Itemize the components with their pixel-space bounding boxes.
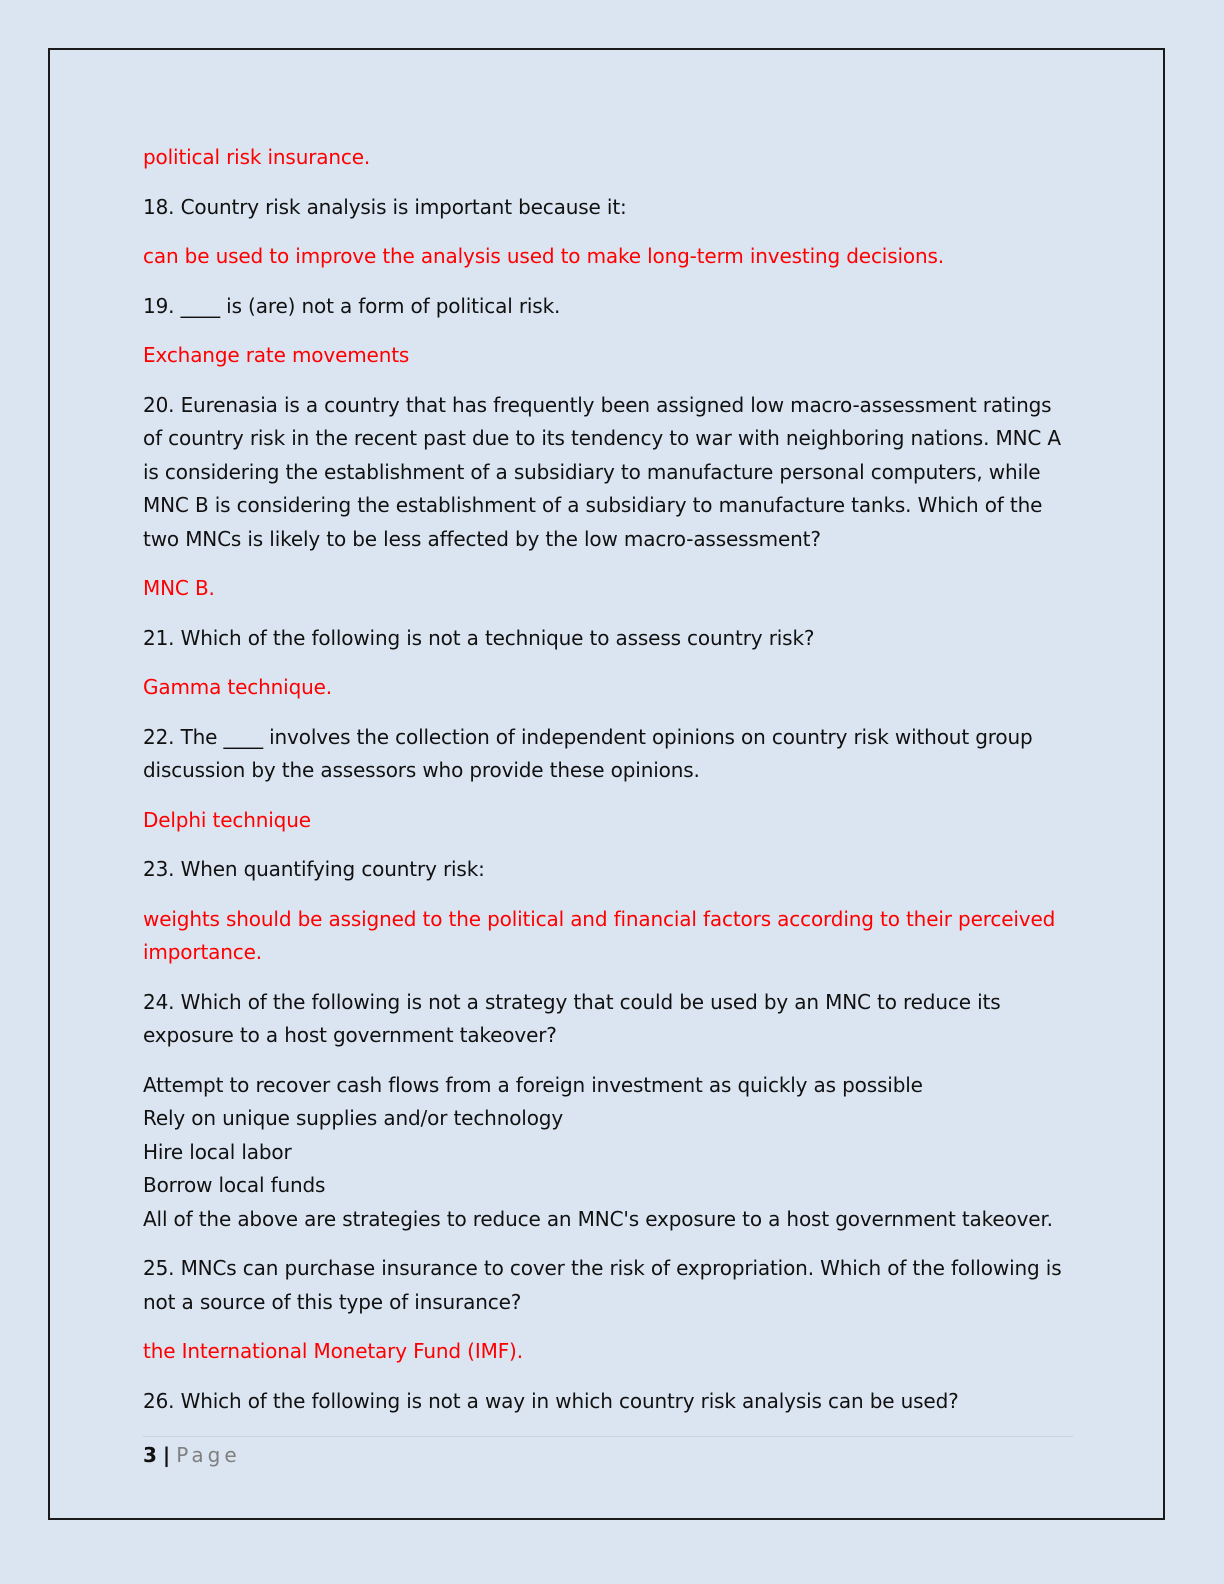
option-24-3: Hire local labor [143, 1139, 292, 1164]
answer-22: Delphi technique [143, 807, 311, 832]
question-18: 18. Country risk analysis is important because it: [143, 194, 627, 219]
answer-21: Gamma technique. [143, 675, 333, 699]
question-25: 25. MNCs can purchase insurance to cover the risk of expropriation. Which of the following is not a source of this type of insurance? [143, 1256, 1062, 1314]
page-content [143, 141, 1073, 1434]
question-20: 20. Eurenasia is a country that has frequently been assigned low macro-assessment ratings of country risk in the recent past due to its tendency to war with neighboring nations. MNC A is considering the establishment of a subsidiary to manufacture personal computers, while MNC B is considering the establishment of a subsidiary to manufacture tanks. Which of the two MNCs is likely to be less affected by the low macro-assessment? [143, 392, 1061, 551]
footer-separator: | [162, 1443, 171, 1467]
option-24-5: All of the above are strategies to reduce an MNC's exposure to a host government takeover. [143, 1206, 1053, 1231]
option-24-1: Attempt to recover cash flows from a foreign investment as quickly as possible [143, 1072, 923, 1097]
question-23: 23. When quantifying country risk: [143, 857, 485, 881]
options-24 [143, 1069, 1073, 1237]
page-footer [143, 1440, 241, 1470]
question-26: 26. Which of the following is not a way in which country risk analysis can be used? [143, 1388, 959, 1413]
page-number: 3 [143, 1443, 157, 1467]
question-22: 22. The ____ involves the collection of independent opinions on country risk without group discussion by the assessors who provide these opinions. [143, 724, 1033, 782]
option-24-2: Rely on unique supplies and/or technology [143, 1106, 564, 1130]
answer-23: weights should be assigned to the political and financial factors according to their perceived importance. [143, 906, 1056, 964]
answer-17: political risk insurance. [143, 145, 371, 169]
footer-divider [143, 1436, 1073, 1437]
question-24: 24. Which of the following is not a strategy that could be used by an MNC to reduce its exposure to a host government takeover? [143, 989, 1001, 1047]
question-19: 19. ____ is (are) not a form of political risk. [143, 293, 561, 318]
page-label: Page [176, 1443, 241, 1467]
question-21: 21. Which of the following is not a technique to assess country risk? [143, 625, 815, 650]
answer-20: MNC B. [143, 576, 215, 600]
answer-18: can be used to improve the analysis used to make long-term investing decisions. [143, 244, 944, 268]
answer-25: the International Monetary Fund (IMF). [143, 1339, 523, 1363]
answer-19: Exchange rate movements [143, 343, 410, 367]
option-24-4: Borrow local funds [143, 1173, 326, 1197]
